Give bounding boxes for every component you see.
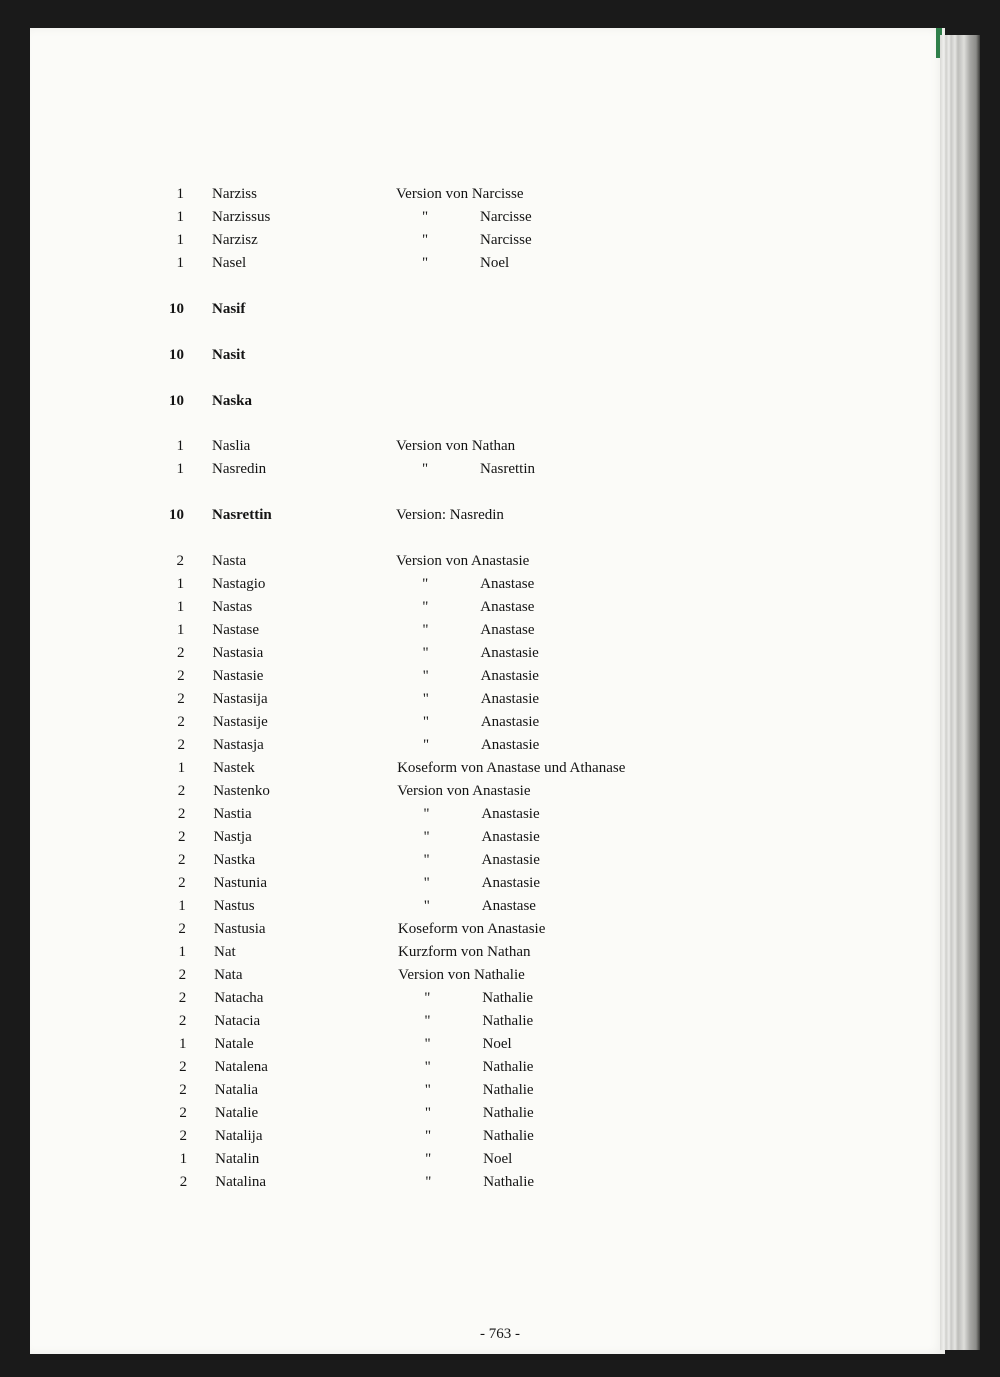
ditto-mark: " xyxy=(422,576,429,592)
entry-count: 1 xyxy=(178,944,187,960)
entry-description: Koseform von Anastasie xyxy=(397,921,546,937)
ditto-mark: " xyxy=(422,209,429,225)
entry-description: Version von Nathan xyxy=(396,438,516,454)
entry-name: Nasel xyxy=(212,255,247,271)
entry-target: Anastasie xyxy=(480,714,540,730)
entry-name: Nata xyxy=(214,967,243,983)
entry-name: Natalina xyxy=(215,1174,267,1190)
entry-name: Nastka xyxy=(213,852,256,868)
entry-name: Nastasja xyxy=(212,737,264,753)
entry-count: 1 xyxy=(176,209,184,225)
ditto-mark: " xyxy=(422,737,430,753)
entry-count: 10 xyxy=(169,393,184,409)
entry-count: 1 xyxy=(176,255,184,271)
entry-name: Natalie xyxy=(214,1105,259,1121)
entry-description: Koseform von Anastase und Athanase xyxy=(397,760,626,776)
entry-name: Nastasije xyxy=(212,714,268,730)
entry-name: Nat xyxy=(214,944,236,960)
entry-target: Nathalie xyxy=(483,1128,534,1144)
entry-target: Narcisse xyxy=(480,209,532,225)
ditto-mark: " xyxy=(422,645,429,661)
entry-count: 2 xyxy=(179,1105,187,1121)
entry-count: 10 xyxy=(169,507,184,523)
ditto-mark: " xyxy=(422,691,429,707)
entry-count: 1 xyxy=(178,898,186,914)
entry-name: Naska xyxy=(212,393,253,409)
entry-target: Noel xyxy=(480,255,510,271)
entry-count: 2 xyxy=(178,921,186,937)
ditto-mark: " xyxy=(422,714,429,730)
entry-target: Anastase xyxy=(480,599,535,615)
entry-name: Natalia xyxy=(214,1082,259,1098)
ditto-mark: " xyxy=(422,461,429,477)
entry-count: 1 xyxy=(176,186,184,202)
entry-count: 1 xyxy=(176,438,184,454)
entry-target: Anastasie xyxy=(481,875,540,891)
entry-name: Natale xyxy=(214,1036,254,1052)
entry-target: Anastasie xyxy=(481,806,540,822)
entry-name: Nastusia xyxy=(213,921,266,937)
ditto-mark: " xyxy=(424,990,431,1006)
ditto-mark: " xyxy=(425,1128,432,1144)
entry-count: 2 xyxy=(178,967,187,983)
ditto-mark: " xyxy=(423,852,430,868)
entry-target: Anastasie xyxy=(481,852,540,868)
ditto-mark: " xyxy=(423,829,430,845)
entry-name: Nasredin xyxy=(212,461,267,477)
entry-count: 10 xyxy=(169,301,184,317)
ditto-mark: " xyxy=(425,1174,432,1190)
entry-target: Anastasie xyxy=(480,645,539,661)
ditto-mark: " xyxy=(425,1151,432,1167)
entry-target: Nathalie xyxy=(483,1174,535,1190)
entry-count: 2 xyxy=(178,852,186,868)
entry-name: Nastasia xyxy=(212,645,264,661)
ditto-mark: " xyxy=(422,232,429,248)
entry-name: Natacha xyxy=(214,990,264,1006)
entry-target: Anastase xyxy=(480,576,535,592)
entry-name: Nastja xyxy=(213,829,252,845)
entry-target: Nathalie xyxy=(482,1105,534,1121)
ditto-mark: " xyxy=(424,1013,431,1029)
entry-count: 2 xyxy=(179,1174,188,1190)
entry-count: 1 xyxy=(176,461,184,477)
entry-count: 1 xyxy=(176,576,185,592)
ditto-mark: " xyxy=(424,1059,431,1075)
ditto-mark: " xyxy=(424,1036,431,1052)
entry-count: 2 xyxy=(179,1082,187,1098)
entry-description: Version von Anastasie xyxy=(397,783,531,799)
entry-target: Noel xyxy=(483,1151,513,1167)
entry-target: Nathalie xyxy=(482,1059,534,1075)
entry-name: Nastenko xyxy=(213,783,270,799)
ditto-mark: " xyxy=(422,668,429,684)
entry-target: Anastasie xyxy=(481,829,540,845)
ditto-mark: " xyxy=(423,806,430,822)
entry-name: Nasrettin xyxy=(212,507,272,523)
entry-count: 1 xyxy=(179,1151,188,1167)
entry-name: Nastasie xyxy=(212,668,264,684)
entry-count: 2 xyxy=(178,990,187,1006)
entry-count: 1 xyxy=(179,1036,187,1052)
entry-name: Narzissus xyxy=(212,209,271,225)
entry-target: Nasrettin xyxy=(480,461,535,477)
entry-name: Naslia xyxy=(212,438,251,454)
entry-name: Narziss xyxy=(212,186,257,202)
entry-count: 2 xyxy=(177,806,186,822)
ditto-mark: " xyxy=(423,875,430,891)
ditto-mark: " xyxy=(422,255,429,271)
entry-target: Anastasie xyxy=(480,691,540,707)
entry-count: 2 xyxy=(177,668,185,684)
entry-target: Anastase xyxy=(480,622,535,638)
entry-count: 2 xyxy=(177,737,185,753)
entry-name: Natalin xyxy=(215,1151,260,1167)
entry-name: Natacia xyxy=(214,1013,261,1029)
entry-count: 2 xyxy=(176,553,184,569)
entry-name: Nastek xyxy=(213,760,255,776)
entry-count: 10 xyxy=(169,347,184,363)
entry-name: Nastasija xyxy=(212,691,268,707)
entry-description: Kurzform von Nathan xyxy=(398,944,531,960)
entry-description: Version: Nasredin xyxy=(396,507,504,523)
entry-target: Anastasie xyxy=(480,668,539,684)
entry-count: 2 xyxy=(179,1128,187,1144)
entry-target: Noel xyxy=(482,1036,512,1052)
entry-count: 2 xyxy=(177,829,186,845)
entry-count: 2 xyxy=(177,783,186,799)
entry-target: Nathalie xyxy=(482,1082,534,1098)
entry-description: Version von Narcisse xyxy=(396,186,524,202)
ditto-mark: " xyxy=(422,599,429,615)
ditto-mark: " xyxy=(422,622,429,638)
entry-count: 2 xyxy=(177,714,185,730)
entry-count: 2 xyxy=(179,1059,187,1075)
entry-count: 1 xyxy=(176,232,184,248)
entry-target: Anastasie xyxy=(480,737,540,753)
entry-name: Nastagio xyxy=(212,576,266,592)
entry-name: Nasit xyxy=(212,347,246,363)
entry-description: Version von Nathalie xyxy=(398,967,525,983)
entry-count: 2 xyxy=(178,1013,187,1029)
entry-name: Narzisz xyxy=(212,232,258,248)
entry-count: 2 xyxy=(178,875,186,891)
entry-name: Nasif xyxy=(212,301,246,317)
entry-target: Narcisse xyxy=(480,232,532,248)
ditto-mark: " xyxy=(424,1105,431,1121)
entry-name: Nasta xyxy=(212,553,247,569)
entry-name: Nastus xyxy=(213,898,255,914)
entry-count: 1 xyxy=(176,599,185,615)
entry-description: Version von Anastasie xyxy=(396,553,530,569)
page-stack-edge xyxy=(940,35,980,1350)
entry-count: 2 xyxy=(177,691,185,707)
entry-name: Natalija xyxy=(215,1128,263,1144)
entry-name: Natalena xyxy=(214,1059,268,1075)
entry-name: Nastas xyxy=(212,599,253,615)
entry-target: Nathalie xyxy=(482,990,534,1006)
entry-count: 1 xyxy=(176,622,185,638)
ditto-mark: " xyxy=(424,1082,431,1098)
entry-count: 1 xyxy=(177,760,186,776)
entry-target: Nathalie xyxy=(482,1013,534,1029)
entry-count: 2 xyxy=(176,645,185,661)
entry-name: Nastia xyxy=(213,806,252,822)
entry-name: Nastase xyxy=(212,622,260,638)
page-number: - 763 - xyxy=(480,1326,520,1342)
entry-name: Nastunia xyxy=(213,875,267,891)
entry-target: Anastase xyxy=(481,898,536,914)
ditto-mark: " xyxy=(423,898,430,914)
